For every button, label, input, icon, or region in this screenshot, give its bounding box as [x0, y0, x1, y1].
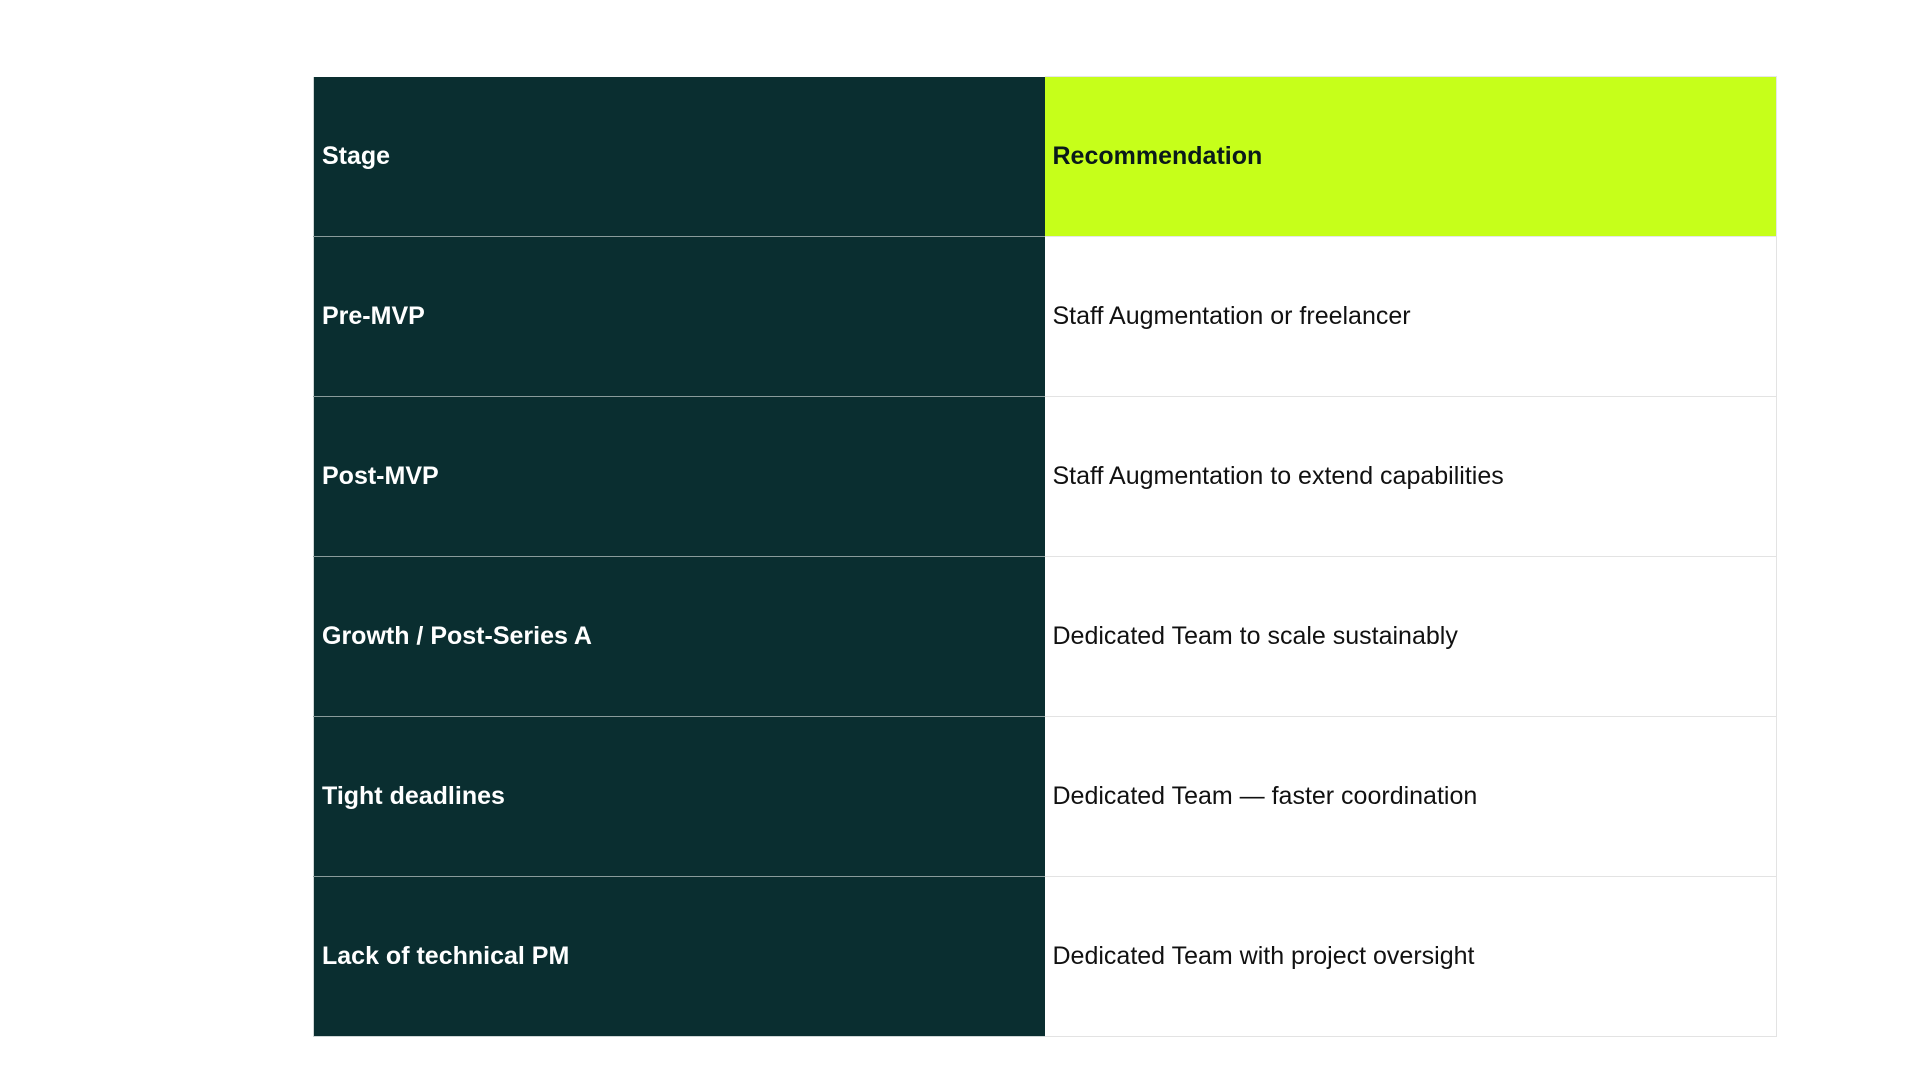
- table-row: [314, 717, 1777, 877]
- recommendation-cell: Dedicated Team with project oversight: [1045, 877, 1777, 1037]
- stage-cell: Lack of technical PM: [314, 877, 1045, 1037]
- stage-cell: Growth / Post-Series A: [314, 557, 1045, 717]
- header-recommendation: Recommendation: [1045, 77, 1777, 237]
- table-header-row: [314, 77, 1777, 237]
- table-row: [314, 557, 1777, 717]
- stage-cell: Post-MVP: [314, 397, 1045, 557]
- table-row: [314, 877, 1777, 1037]
- stage-recommendation-table: [313, 76, 1777, 1037]
- table-row: [314, 237, 1777, 397]
- recommendation-cell: Dedicated Team — faster coordination: [1045, 717, 1777, 877]
- stage-cell: Pre-MVP: [314, 237, 1045, 397]
- stage-cell: Tight deadlines: [314, 717, 1045, 877]
- header-stage: Stage: [314, 77, 1045, 237]
- recommendation-cell: Dedicated Team to scale sustainably: [1045, 557, 1777, 717]
- table-row: [314, 397, 1777, 557]
- recommendation-cell: Staff Augmentation or freelancer: [1045, 237, 1777, 397]
- recommendation-cell: Staff Augmentation to extend capabilities: [1045, 397, 1777, 557]
